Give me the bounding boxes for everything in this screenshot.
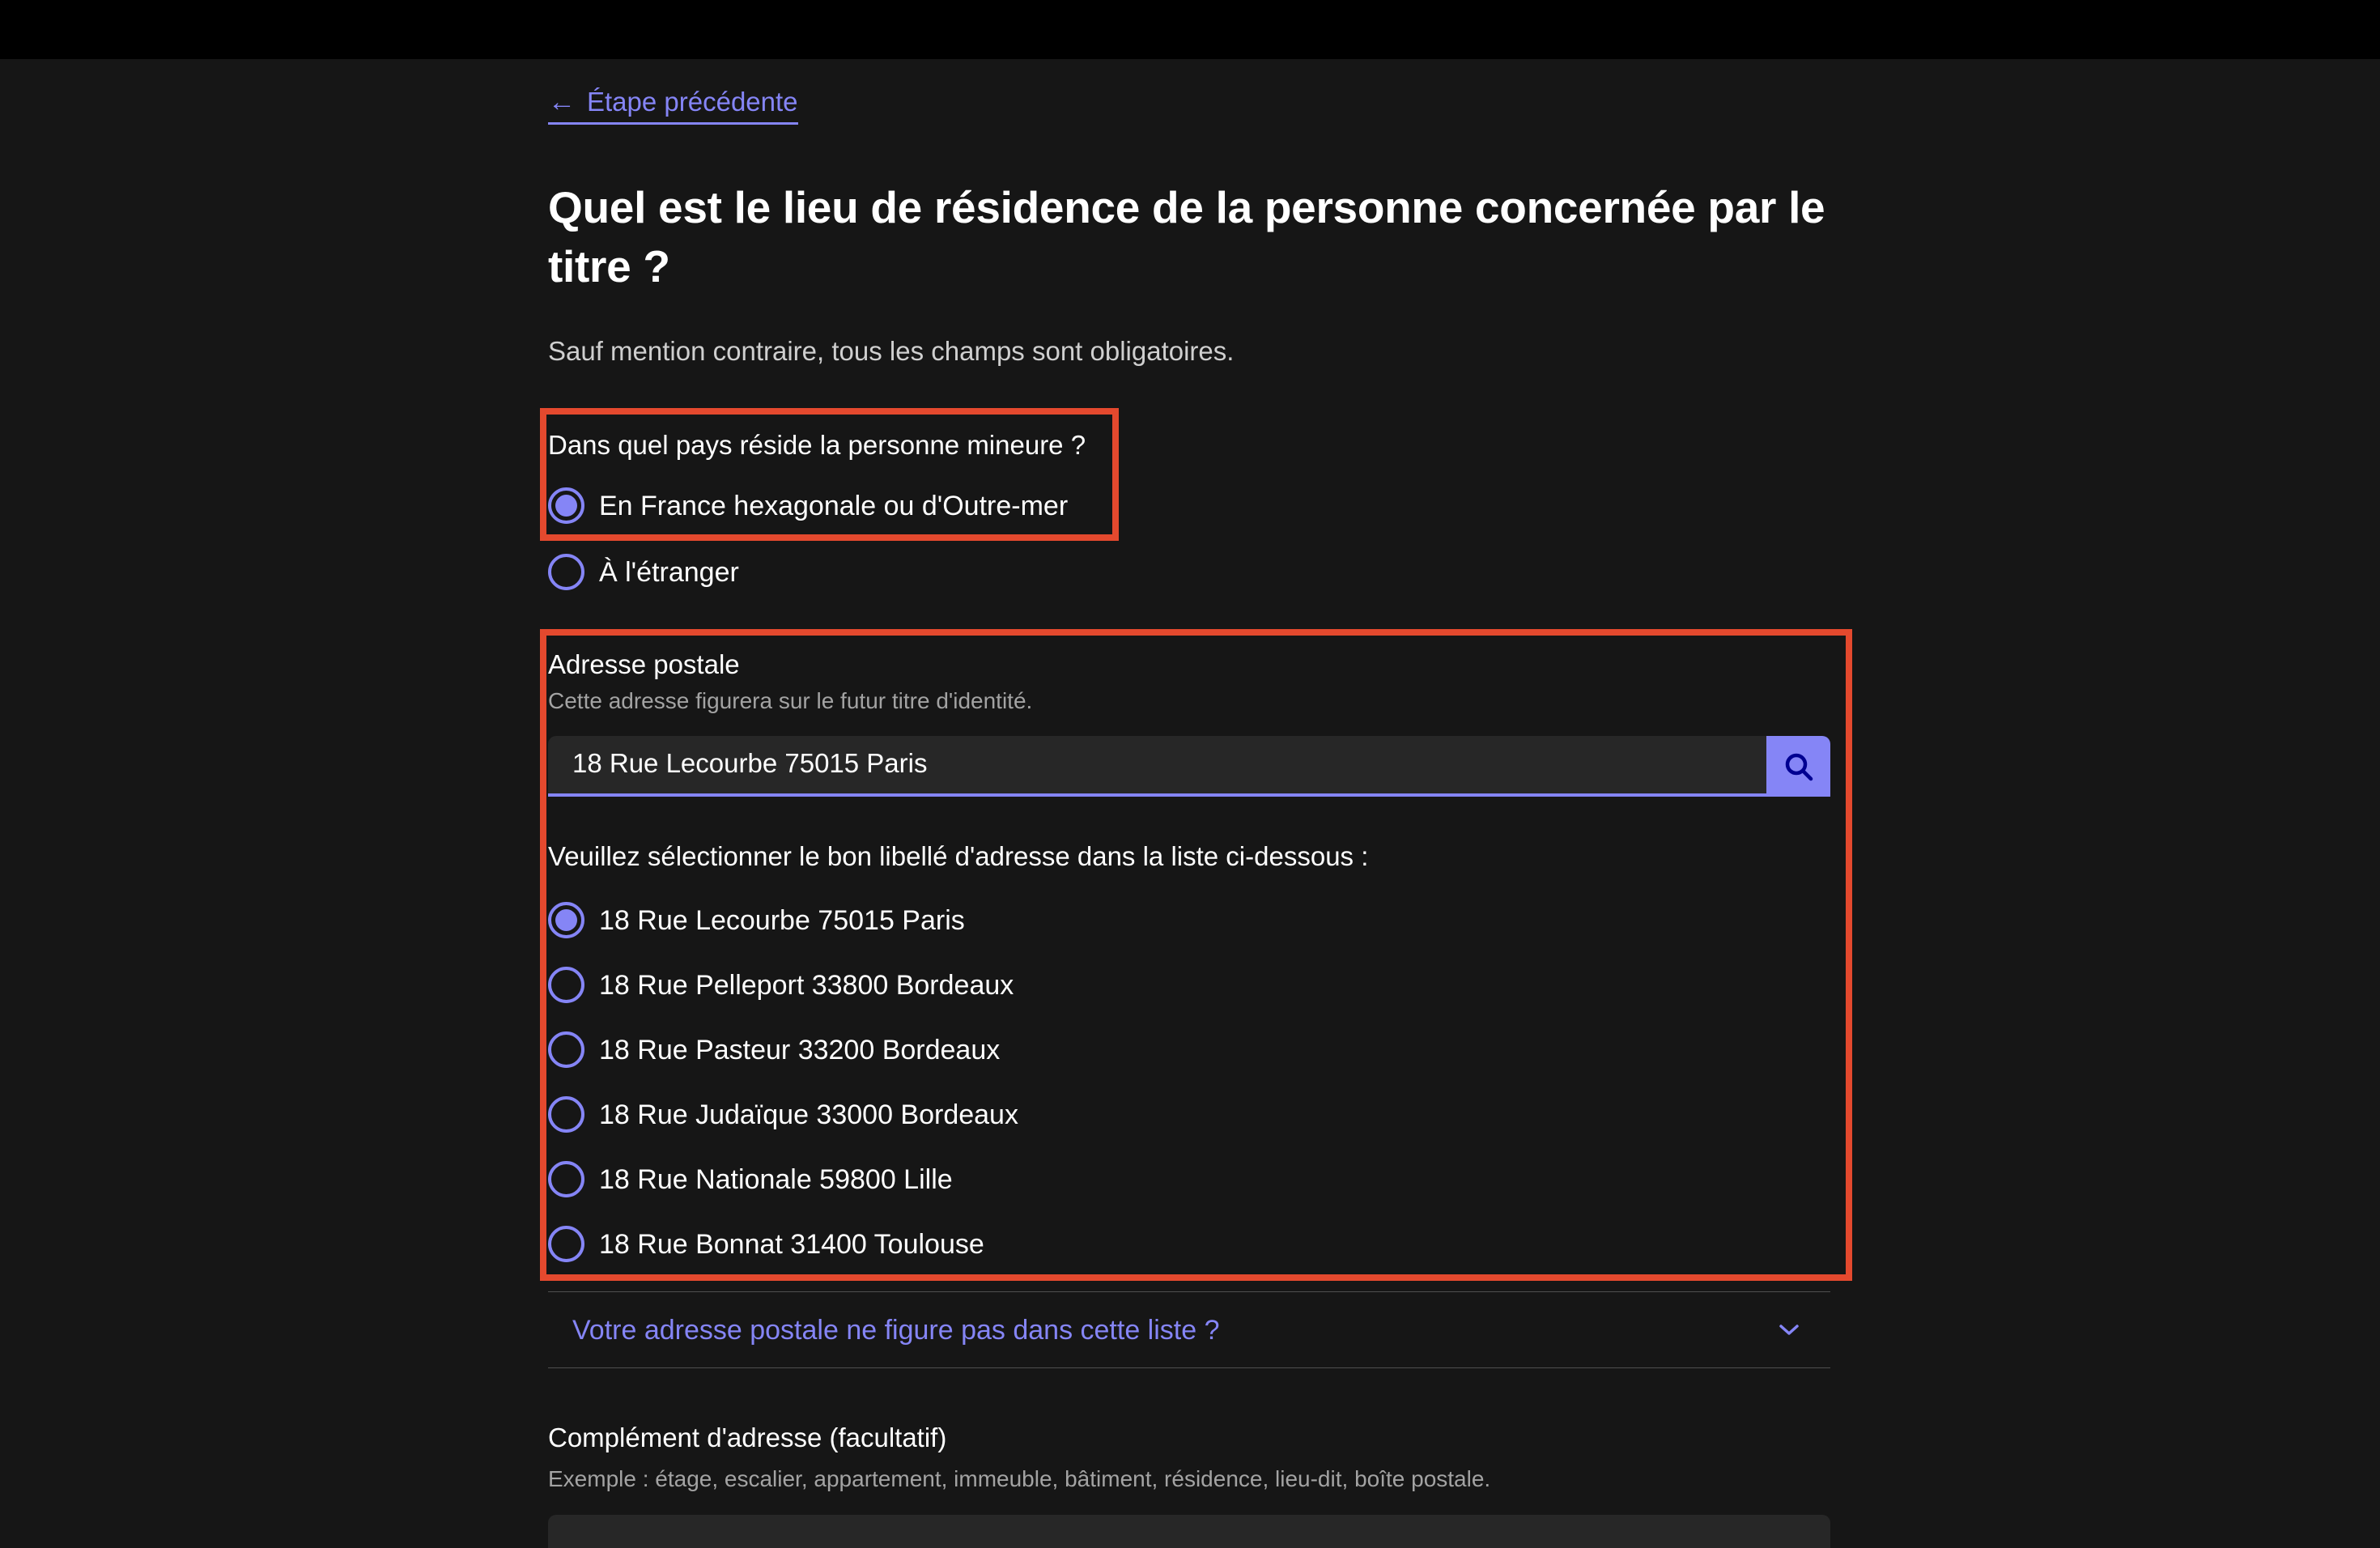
radio-option-label: À l'étranger (599, 556, 739, 588)
required-note: Sauf mention contraire, tous les champs sont obligatoires. (548, 336, 1235, 366)
address-radio-option[interactable] (548, 1226, 1830, 1262)
highlight-box-country (540, 408, 1119, 541)
radio-input[interactable] (548, 1161, 584, 1197)
complement-hint: Exemple : étage, escalier, appartement, immeuble, bâtiment, résidence, lieu-dit, boîte postale. (548, 1466, 1491, 1491)
chevron-down-icon (1779, 1324, 1800, 1337)
radio-input[interactable] (548, 1226, 584, 1262)
radio-option-label: 18 Rue Nationale 59800 Lille (599, 1163, 953, 1195)
address-options (548, 902, 1830, 1262)
address-not-in-list-accordion[interactable] (548, 1291, 1830, 1368)
address-label: Adresse postale (548, 649, 740, 679)
address-radio-option[interactable] (548, 1161, 1830, 1197)
top-black-bar (0, 0, 2380, 59)
address-not-in-list-link[interactable]: Votre adresse postale ne figure pas dans cette liste ? (572, 1314, 1220, 1346)
address-hint: Cette adresse figurera sur le futur titre d'identité. (548, 688, 1033, 713)
radio-input[interactable] (548, 1096, 584, 1133)
radio-option-label: 18 Rue Pasteur 33200 Bordeaux (599, 1034, 1001, 1065)
complement-input[interactable] (548, 1515, 1830, 1548)
radio-option-abroad[interactable] (548, 554, 1862, 590)
radio-option-label: 18 Rue Lecourbe 75015 Paris (599, 904, 965, 936)
radio-input[interactable] (548, 1031, 584, 1068)
arrow-left-icon: ← (548, 87, 576, 117)
radio-input[interactable] (548, 902, 584, 938)
address-radio-option[interactable] (548, 1096, 1830, 1133)
address-radio-option[interactable] (548, 902, 1830, 938)
radio-option-france[interactable] (548, 487, 1096, 524)
form-page (0, 59, 1862, 1548)
complement-label: Complément d'adresse (facultatif) (548, 1423, 947, 1452)
address-list-label: Veuillez sélectionner le bon libellé d'adresse dans la liste ci-dessous : (548, 841, 1369, 871)
back-link[interactable] (548, 87, 798, 125)
radio-input[interactable] (548, 487, 584, 524)
page-title: Quel est le lieu de résidence de la personne concernée par le titre ? (548, 182, 1825, 291)
address-search-input[interactable] (548, 736, 1766, 797)
radio-input[interactable] (548, 967, 584, 1003)
address-radio-option[interactable] (548, 1031, 1830, 1068)
radio-option-label: 18 Rue Judaïque 33000 Bordeaux (599, 1099, 1018, 1130)
country-question-label: Dans quel pays réside la personne mineure ? (548, 430, 1086, 460)
address-radio-option[interactable] (548, 967, 1830, 1003)
radio-option-label: 18 Rue Pelleport 33800 Bordeaux (599, 969, 1014, 1001)
radio-option-label: 18 Rue Bonnat 31400 Toulouse (599, 1228, 984, 1260)
radio-option-label: En France hexagonale ou d'Outre-mer (599, 490, 1069, 521)
search-button[interactable] (1766, 736, 1830, 797)
address-search-bar (548, 736, 1830, 797)
search-icon (1782, 750, 1816, 784)
radio-input[interactable] (548, 554, 584, 590)
back-link-label: Étape précédente (587, 87, 798, 117)
highlight-box-address (540, 629, 1852, 1281)
